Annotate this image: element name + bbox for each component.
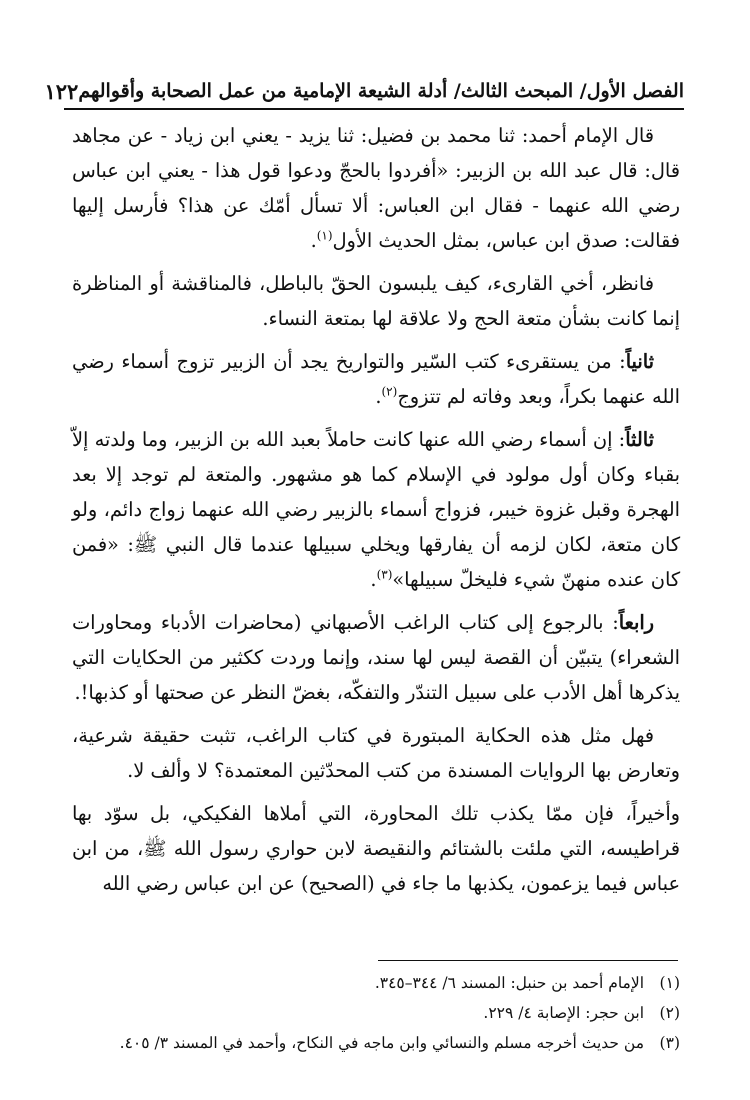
header-divider: [64, 108, 684, 110]
footnote-2: [72, 998, 680, 1028]
footnote-1: [72, 968, 680, 998]
paragraph-2: [72, 266, 680, 336]
footnote-text: من حديث أخرجه مسلم والنسائي وابن ماجه في النكاح، وأحمد في المسند ٣/ ٤٠٥.: [119, 1034, 644, 1052]
footnote-ref-2[interactable]: (٢): [381, 384, 398, 399]
paragraph-text: : إن أسماء رضي الله عنها كانت حاملاً بعبد الله بن الزبير، وما ولدته إلاّ بقباء وكان أول مولود في الإسلام كما هو مشهور. والمتعة لم توجد إلا بعد الهجرة وقبل غزوة خيبر، فزواج أسماء بالزبير رضي الله عنهما زواج دائم، ولو كان متعة، لكان لزمه أن يفارقها ويخلي سبيلها عندما قال النبي ﷺ: «فمن كان عنده منهنّ شيء فليخلّ سبيلها»: [72, 428, 680, 591]
footnote-number: (١): [659, 974, 680, 992]
footnote-ref-1[interactable]: (١): [316, 228, 333, 243]
paragraph-3: [72, 344, 680, 414]
paragraph-1: [72, 118, 680, 258]
paragraph-text: فهل مثل هذه الحكاية المبتورة في كتاب الراغب، تثبت حقيقة شرعية، وتعارض بها الروايات المسندة من كتب المحدّثين المعتمدة؟ لا وألف لا.: [72, 724, 680, 782]
paragraph-5: [72, 605, 680, 710]
point-label-second: ثانياً: [625, 350, 654, 373]
paragraph-tail: .: [375, 385, 382, 408]
footnote-3: [72, 1028, 680, 1058]
paragraph-text: قال الإمام أحمد: ثنا محمد بن فضيل: ثنا يزيد - يعني ابن زياد - عن مجاهد قال: قال عبد الله بن الزبير: «أفردوا بالحجّ ودعوا قول هذا - يعني ابن عباس رضي الله عنهما - فقال ابن العباس: ألا تسأل أمّك عن هذا؟ فأرسل إليها فقالت: صدق ابن عباس، بمثل الحديث الأول: [72, 124, 680, 252]
paragraph-tail: .: [310, 229, 317, 252]
running-title: الفصل الأول/ المبحث الثالث/ أدلة الشيعة الإمامية من عمل الصحابة وأقوالهم: [78, 80, 684, 102]
footnotes: [72, 968, 680, 1058]
footnote-divider: [378, 960, 678, 961]
paragraph-tail: .: [370, 568, 377, 591]
paragraph-text: وأخيراً، فإن ممّا يكذب تلك المحاورة، التي أملاها الفكيكي، بل سوّد بها قراطيسه، التي ملئت بالشتائم والنقيصة لابن حواري رسول الله ﷺ، من ابن عباس فيما يزعمون، يكذبها ما جاء في (الصحيح) عن ابن عباس رضي الله: [72, 802, 680, 895]
paragraph-4: [72, 422, 680, 597]
footnote-ref-3[interactable]: (٣): [376, 567, 393, 582]
page-number: ١٢٢: [44, 78, 79, 104]
paragraph-text: : من يستقرىء كتب السّير والتواريخ يجد أن الزبير تزوج أسماء رضي الله عنهما بكراً، وبعد وفاته لم تتزوج: [72, 350, 680, 408]
footnote-number: (٣): [659, 1034, 680, 1052]
paragraph-text: فانظر، أخي القارىء، كيف يلبسون الحقّ بالباطل، فالمناقشة أو المناظرة إنما كانت بشأن متعة الحج ولا علاقة لها بمتعة النساء.: [72, 272, 680, 330]
paragraph-text: : بالرجوع إلى كتاب الراغب الأصبهاني (محاضرات الأدباء ومحاورات الشعراء) يتبيّن أن القصة ليس لها سند، وإنما وردت ككثير من الحكايات التي يذكرها أهل الأدب على سبيل التندّر والتفكّه، بغضّ النظر عن صحتها أو كذبها!.: [72, 611, 680, 704]
point-label-third: ثالثاً: [625, 428, 654, 451]
footnote-number: (٢): [659, 1004, 680, 1022]
paragraph-7: [72, 796, 680, 901]
footnote-text: ابن حجر: الإصابة ٤/ ٢٢٩.: [483, 1004, 644, 1022]
footnote-text: الإمام أحمد بن حنبل: المسند ٦/ ٣٤٤–٣٤٥.: [374, 974, 644, 992]
page-header: [44, 76, 684, 106]
point-label-fourth: رابعاً: [618, 611, 654, 634]
body-text: [72, 118, 680, 901]
paragraph-6: [72, 718, 680, 788]
